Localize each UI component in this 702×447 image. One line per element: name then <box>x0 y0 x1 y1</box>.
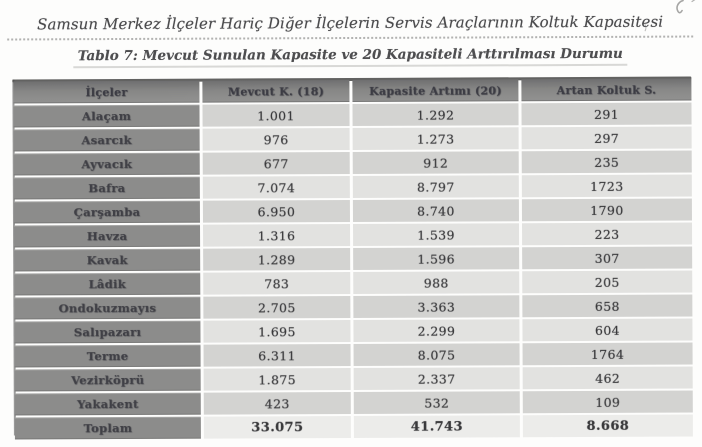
cell-value: 235 <box>522 151 692 174</box>
cell-value: 677 <box>203 152 350 175</box>
cell-value: 3.363 <box>353 295 519 318</box>
cell-value: 8.797 <box>353 175 519 198</box>
row-label: Lâdik <box>14 273 200 296</box>
cell-value: 297 <box>522 127 692 150</box>
cell-value: 1723 <box>522 175 692 198</box>
row-label: Salıpazarı <box>14 321 200 344</box>
cell-value: 8.740 <box>353 199 519 222</box>
cell-value: 604 <box>522 319 692 342</box>
cell-value: 205 <box>522 271 692 294</box>
row-label: Toplam <box>15 417 201 440</box>
cell-value: 8.668 <box>523 415 693 438</box>
cell-value: 1.289 <box>203 248 350 271</box>
column-header-kapasite-artimi: Kapasite Artımı (20) <box>352 79 518 102</box>
cell-value: 2.299 <box>353 319 519 342</box>
column-header-ilceler: İlçeler <box>13 81 199 104</box>
cell-value: 7.074 <box>203 176 350 199</box>
cell-value: 532 <box>354 391 520 414</box>
row-label: Bafra <box>14 177 200 200</box>
cell-value: 462 <box>523 367 693 390</box>
cell-value: 1.292 <box>352 103 518 126</box>
row-label: Çarşamba <box>14 201 200 224</box>
cell-value: 6.950 <box>203 200 350 223</box>
cell-value: 1.273 <box>353 127 519 150</box>
cell-value: 1.539 <box>353 223 519 246</box>
cell-value: 1.875 <box>204 368 351 391</box>
row-label: Yakakent <box>15 393 201 416</box>
table-caption-text: Tablo 7: Mevcut Sunulan Kapasite ve 20 Kapasiteli Arttırılması Durumu <box>74 46 627 68</box>
row-label: Vezirköprü <box>15 369 201 392</box>
cell-value: 1790 <box>522 199 692 222</box>
cell-value: 423 <box>204 392 351 415</box>
row-label: Ayvacık <box>14 153 200 176</box>
column-header-mevcut: Mevcut K. (18) <box>202 80 349 103</box>
row-label: Havza <box>14 225 200 248</box>
cell-value: 2.705 <box>203 296 350 319</box>
cell-value: 41.743 <box>354 415 520 438</box>
cell-value: 33.075 <box>204 416 351 439</box>
row-label: Alaçam <box>13 105 199 128</box>
row-label: Kavak <box>14 249 200 272</box>
cell-value: 658 <box>522 295 692 318</box>
cell-value: 1.596 <box>353 247 519 270</box>
cell-value: 2.337 <box>354 367 520 390</box>
cell-value: 1.695 <box>203 320 350 343</box>
cell-value: 783 <box>203 272 350 295</box>
cell-value: 912 <box>353 151 519 174</box>
cell-value: 976 <box>203 128 350 151</box>
row-label: Terme <box>15 345 201 368</box>
cell-value: 1.316 <box>203 224 350 247</box>
cell-value: 6.311 <box>204 344 351 367</box>
row-label: Ondokuzmayıs <box>14 297 200 320</box>
cell-value: 291 <box>521 103 691 126</box>
cell-value: 109 <box>523 391 693 414</box>
capacity-table <box>13 79 693 440</box>
cell-value: 988 <box>353 271 519 294</box>
cell-value: 8.075 <box>354 343 520 366</box>
column-header-artan-koltuk: Artan Koltuk S. <box>521 79 691 102</box>
cell-value: 1764 <box>523 343 693 366</box>
row-label: Asarcık <box>14 129 200 152</box>
dotted-divider <box>7 36 693 41</box>
cell-value: 307 <box>522 247 692 270</box>
table-caption <box>0 45 701 64</box>
cell-value: 223 <box>522 223 692 246</box>
page-title: Samsun Merkez İlçeler Hariç Diğer İlçelerin Servis Araçlarının Koltuk Kapasitesi <box>37 12 664 34</box>
cell-value: 1.001 <box>202 104 349 127</box>
